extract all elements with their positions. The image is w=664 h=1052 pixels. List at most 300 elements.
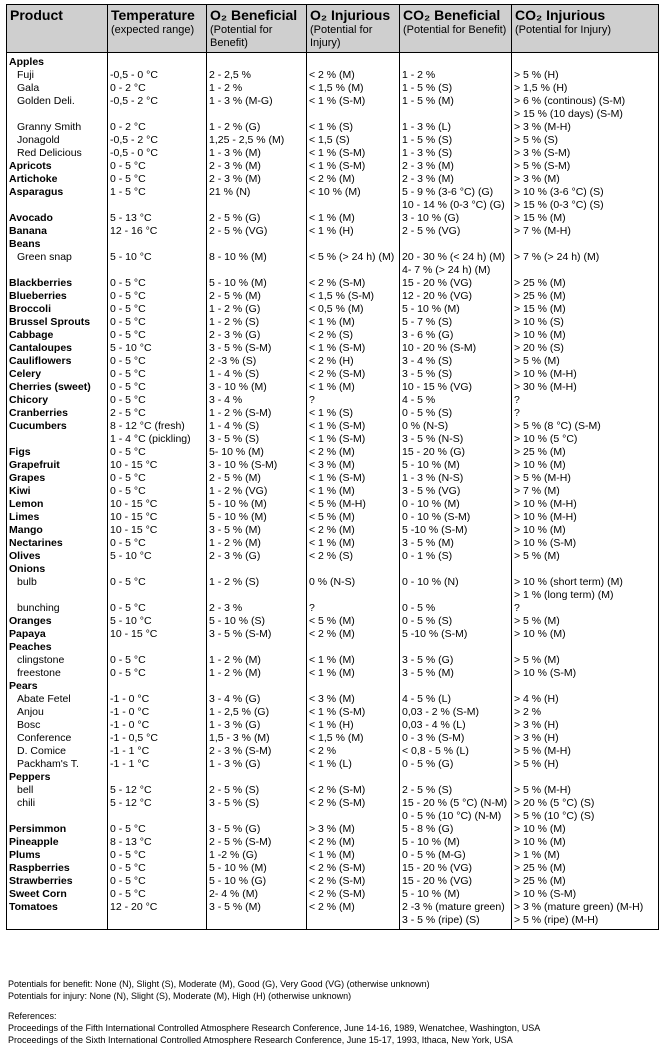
cell-o2-injurious	[307, 82, 400, 95]
cell-o2-beneficial	[207, 745, 307, 758]
cell-temperature-text: 0 - 5 °C	[110, 576, 146, 588]
cell-co2-injurious	[512, 82, 659, 95]
cell-co2-injurious-text: > 25 % (M)	[514, 862, 566, 874]
cell-temperature-text: -0,5 - 0 °C	[110, 147, 158, 159]
cell-temperature	[108, 329, 207, 342]
cell-o2-beneficial	[207, 147, 307, 160]
reference-item: Proceedings of the Fifth International Controlled Atmosphere Research Conference, June 14-16, 1989, Wenatchee, Washington, USA	[8, 1023, 541, 1033]
cell-co2-injurious-text: > 6 % (continous) (S-M)	[514, 95, 626, 107]
cell-o2-beneficial-text: 3 - 5 % (S-M)	[209, 342, 272, 354]
cell-co2-injurious-text: > 10 % (short term) (M)	[514, 576, 623, 588]
cell-co2-injurious-text: > 3 % (mature green) (M-H)	[514, 901, 644, 913]
cell-co2-beneficial-text: 2 -3 % (mature green)	[402, 901, 505, 913]
cell-co2-injurious	[512, 511, 659, 524]
cell-co2-beneficial-text: 3 - 10 % (G)	[402, 212, 460, 224]
cell-product-text: Apples	[9, 56, 45, 68]
cell-co2-injurious	[512, 901, 659, 930]
cell-co2-injurious	[512, 745, 659, 758]
cell-o2-injurious	[307, 563, 400, 576]
cell-co2-injurious-text: > 5 % (S-M)	[514, 160, 571, 172]
cell-co2-beneficial-text: 3 - 4 % (S)	[402, 355, 453, 367]
cell-product	[7, 303, 108, 316]
cell-co2-beneficial-text: 5 - 8 % (G)	[402, 823, 454, 835]
cell-product-text: Apricots	[9, 160, 52, 172]
cell-temperature	[108, 628, 207, 641]
cell-o2-injurious-text: < 1 % (M)	[309, 537, 355, 549]
cell-o2-beneficial	[207, 459, 307, 472]
reference-item: Proceedings of the Sixth International Controlled Atmosphere Research Conference, June 15-17, 1993, Ithaca, New York, USA	[8, 1035, 513, 1045]
cell-o2-injurious	[307, 381, 400, 394]
cell-co2-beneficial-text: 0 - 10 % (S-M)	[402, 511, 471, 523]
cell-co2-beneficial-text: 1 - 3 % (N-S)	[402, 472, 464, 484]
cell-o2-beneficial-text: 5- 10 % (M)	[209, 446, 264, 458]
cell-temperature-text: 0 - 5 °C	[110, 277, 146, 289]
cell-co2-beneficial-text: 4 - 5 %	[402, 394, 436, 406]
table-row	[7, 537, 659, 550]
cell-co2-injurious-text: > 10 % (M)	[514, 329, 566, 341]
cell-o2-beneficial-text: 5 - 10 % (M)	[209, 498, 267, 510]
cell-o2-injurious	[307, 836, 400, 849]
cell-co2-injurious	[512, 732, 659, 745]
cell-product	[7, 251, 108, 277]
cell-co2-beneficial	[400, 277, 512, 290]
cell-product-text: Pineapple	[9, 836, 59, 848]
cell-o2-beneficial-text: 3 - 5 % (M)	[209, 901, 261, 913]
cell-temperature	[108, 225, 207, 238]
cell-product-text: Avocado	[9, 212, 53, 224]
cell-co2-injurious	[512, 537, 659, 550]
cell-co2-injurious	[512, 498, 659, 511]
cell-product-text: clingstone	[17, 654, 65, 666]
cell-co2-beneficial-text-line2: 0 - 5 % (10 °C) (N-M)	[402, 810, 502, 822]
cell-co2-beneficial-text: 3 - 5 % (M)	[402, 667, 454, 679]
cell-o2-beneficial-text: 1 - 4 % (S)	[209, 420, 260, 432]
cell-temperature	[108, 121, 207, 134]
cell-o2-beneficial-text: 1,5 - 3 % (M)	[209, 732, 270, 744]
cell-temperature	[108, 511, 207, 524]
legend-benefit: Potentials for benefit: None (N), Slight (S), Moderate (M), Good (G), Very Good (VG) (otherwise unknown)	[8, 979, 430, 989]
cell-co2-injurious	[512, 602, 659, 615]
cell-co2-injurious-text: > 10 % (M)	[514, 459, 566, 471]
cell-o2-beneficial	[207, 186, 307, 212]
cell-co2-beneficial	[400, 706, 512, 719]
cell-o2-injurious-text: < 1 % (M)	[309, 485, 355, 497]
header-co2-beneficial: CO₂ Beneficial (Potential for Benefit)	[400, 5, 512, 53]
cell-product-text: bell	[17, 784, 34, 796]
table-row	[7, 251, 659, 277]
cell-o2-beneficial	[207, 407, 307, 420]
cell-product-text: Cherries (sweet)	[9, 381, 91, 393]
cell-temperature-text: -0,5 - 2 °C	[110, 95, 158, 107]
cell-co2-beneficial-text: 2 - 3 % (M)	[402, 160, 454, 172]
cell-co2-beneficial-text: 15 - 20 % (5 °C) (N-M)	[402, 797, 508, 809]
cell-temperature-text: -1 - 1 °C	[110, 758, 150, 770]
cell-co2-injurious-text: > 10 % (M)	[514, 823, 566, 835]
cell-product	[7, 862, 108, 875]
cell-co2-beneficial-text: 10 - 20 % (S-M)	[402, 342, 477, 354]
cell-product-text: bulb	[17, 576, 37, 588]
cell-o2-injurious-text: < 0,5 % (M)	[309, 303, 364, 315]
cell-co2-injurious-text: > 5 % (8 °C) (S-M)	[514, 420, 601, 432]
cell-co2-injurious	[512, 121, 659, 134]
cell-product-text: Pears	[9, 680, 38, 692]
cell-o2-beneficial	[207, 680, 307, 693]
cell-co2-beneficial	[400, 472, 512, 485]
cell-co2-injurious	[512, 771, 659, 784]
table-row	[7, 173, 659, 186]
table-row	[7, 485, 659, 498]
table-row	[7, 95, 659, 121]
cell-o2-beneficial-text: 2 -3 % (S)	[209, 355, 257, 367]
cell-temperature	[108, 667, 207, 680]
cell-o2-beneficial	[207, 498, 307, 511]
cell-co2-injurious	[512, 693, 659, 706]
cell-co2-beneficial	[400, 82, 512, 95]
cell-o2-injurious	[307, 602, 400, 615]
cell-temperature	[108, 836, 207, 849]
cell-o2-injurious	[307, 160, 400, 173]
cell-temperature	[108, 381, 207, 394]
cell-product	[7, 53, 108, 70]
cell-temperature	[108, 576, 207, 602]
cell-co2-beneficial	[400, 290, 512, 303]
cell-temperature	[108, 537, 207, 550]
cell-o2-beneficial-text: 1 - 3 % (M)	[209, 147, 261, 159]
cell-product	[7, 511, 108, 524]
cell-o2-beneficial-text: 2 - 5 % (M)	[209, 290, 261, 302]
cell-o2-beneficial	[207, 719, 307, 732]
cell-o2-injurious	[307, 212, 400, 225]
cell-temperature-text: 0 - 5 °C	[110, 355, 146, 367]
cell-co2-injurious-text: > 5 % (M)	[514, 550, 560, 562]
cell-product	[7, 290, 108, 303]
table-row	[7, 290, 659, 303]
cell-o2-injurious	[307, 771, 400, 784]
cell-o2-injurious-text: < 2 % (H)	[309, 355, 354, 367]
cell-o2-injurious-text: < 2 % (S-M)	[309, 862, 366, 874]
cell-co2-beneficial-text: 15 - 20 % (VG)	[402, 875, 473, 887]
cell-product	[7, 771, 108, 784]
cell-o2-beneficial	[207, 524, 307, 537]
cell-co2-injurious-text: > 25 % (M)	[514, 446, 566, 458]
cell-co2-injurious-text: ?	[514, 602, 520, 614]
cell-co2-injurious-text: > 5 % (H)	[514, 758, 559, 770]
cell-product	[7, 95, 108, 121]
header-product: Product	[7, 5, 108, 53]
cell-o2-injurious-text: < 1 % (H)	[309, 719, 354, 731]
cell-o2-beneficial	[207, 95, 307, 121]
cell-co2-injurious-text: > 10 % (5 °C)	[514, 433, 578, 445]
cell-co2-injurious	[512, 53, 659, 70]
cell-co2-injurious	[512, 316, 659, 329]
cell-o2-beneficial-text: 2 - 5 % (S-M)	[209, 836, 272, 848]
cell-o2-beneficial	[207, 173, 307, 186]
cell-temperature	[108, 550, 207, 563]
cell-temperature	[108, 784, 207, 797]
cell-co2-injurious-text: > 1,5 % (H)	[514, 82, 568, 94]
cell-co2-beneficial	[400, 550, 512, 563]
cell-product-text: freestone	[17, 667, 61, 679]
cell-co2-beneficial	[400, 355, 512, 368]
cell-temperature	[108, 602, 207, 615]
cell-co2-beneficial	[400, 173, 512, 186]
cell-o2-beneficial-text: 1 - 2 % (M)	[209, 654, 261, 666]
cell-o2-injurious-text: < 1 % (S)	[309, 121, 354, 133]
cell-product	[7, 615, 108, 628]
cell-co2-injurious-text: > 15 % (M)	[514, 303, 566, 315]
cell-product-text: D. Comice	[17, 745, 67, 757]
cell-product-text: Packham's T.	[17, 758, 79, 770]
cell-co2-injurious	[512, 654, 659, 667]
cell-o2-injurious-text: ?	[309, 602, 315, 614]
cell-o2-beneficial-text: 1 - 2 % (VG)	[209, 485, 268, 497]
table-row	[7, 706, 659, 719]
cell-temperature	[108, 719, 207, 732]
cell-o2-injurious	[307, 95, 400, 121]
cell-o2-injurious-text: < 1 % (M)	[309, 849, 355, 861]
cell-temperature	[108, 186, 207, 212]
cell-o2-injurious	[307, 368, 400, 381]
cell-o2-injurious-text: < 2 % (S)	[309, 550, 354, 562]
cell-temperature-text: 0 - 5 °C	[110, 823, 146, 835]
table-row	[7, 550, 659, 563]
cell-o2-beneficial-text: 3 - 5 % (S)	[209, 797, 260, 809]
cell-product	[7, 680, 108, 693]
cell-co2-beneficial-text: 5 -10 % (S-M)	[402, 628, 468, 640]
cell-product-text: Red Delicious	[17, 147, 82, 159]
cell-co2-beneficial	[400, 53, 512, 70]
cell-o2-injurious	[307, 329, 400, 342]
cell-o2-injurious-text: < 1 % (S)	[309, 407, 354, 419]
cell-temperature	[108, 420, 207, 433]
cell-product	[7, 225, 108, 238]
cell-o2-injurious	[307, 615, 400, 628]
cell-o2-beneficial-text: 3 - 5 % (M)	[209, 524, 261, 536]
cell-temperature-text: -0,5 - 0 °C	[110, 69, 158, 81]
cell-o2-beneficial-text: 2 - 3 % (M)	[209, 173, 261, 185]
cell-co2-injurious-text: > 2 %	[514, 706, 542, 718]
cell-o2-injurious	[307, 121, 400, 134]
table-row	[7, 849, 659, 862]
cell-o2-injurious	[307, 53, 400, 70]
cell-product-text: Chicory	[9, 394, 49, 406]
cell-product-text: Tomatoes	[9, 901, 58, 913]
cell-o2-injurious	[307, 147, 400, 160]
cell-temperature-text: 0 - 5 °C	[110, 381, 146, 393]
cell-o2-injurious-text: < 1 % (S-M)	[309, 472, 366, 484]
cell-product-text: bunching	[17, 602, 60, 614]
table-row	[7, 784, 659, 797]
cell-co2-beneficial	[400, 498, 512, 511]
cell-co2-beneficial-text: 15 - 20 % (G)	[402, 446, 466, 458]
cell-co2-beneficial	[400, 537, 512, 550]
cell-o2-beneficial-text: 1,25 - 2,5 % (M)	[209, 134, 285, 146]
cell-product	[7, 147, 108, 160]
cell-o2-beneficial	[207, 394, 307, 407]
cell-temperature-text: 0 - 5 °C	[110, 602, 146, 614]
cell-product-text: Kiwi	[9, 485, 31, 497]
cell-co2-beneficial-text: 5 - 7 % (S)	[402, 316, 453, 328]
table-row	[7, 69, 659, 82]
cell-temperature	[108, 394, 207, 407]
cell-co2-beneficial	[400, 485, 512, 498]
cell-temperature-text: 0 - 5 °C	[110, 485, 146, 497]
cell-o2-injurious-text: < 1,5 (S)	[309, 134, 350, 146]
cell-o2-injurious	[307, 758, 400, 771]
cell-o2-beneficial-text: 2 - 5 % (S)	[209, 784, 260, 796]
cell-co2-beneficial	[400, 615, 512, 628]
table-row	[7, 459, 659, 472]
cell-o2-injurious-text: < 2 % (S-M)	[309, 875, 366, 887]
cell-o2-beneficial-text: 8 - 10 % (M)	[209, 251, 267, 263]
cell-co2-beneficial-text: 3 - 5 % (N-S)	[402, 433, 464, 445]
table-row	[7, 576, 659, 602]
cell-co2-beneficial-text: 5 - 9 % (3-6 °C) (G)	[402, 186, 494, 198]
table-row	[7, 394, 659, 407]
cell-co2-injurious	[512, 342, 659, 355]
cell-co2-beneficial-text: 0,03 - 2 % (S-M)	[402, 706, 480, 718]
cell-product	[7, 433, 108, 446]
cell-co2-beneficial	[400, 680, 512, 693]
cell-co2-beneficial-text: 3 - 5 % (VG)	[402, 485, 461, 497]
cell-co2-injurious-text: > 3 % (M-H)	[514, 121, 571, 133]
cell-temperature	[108, 849, 207, 862]
cell-product	[7, 212, 108, 225]
cell-o2-beneficial-text: 3 - 5 % (G)	[209, 823, 261, 835]
cell-temperature-text: 0 - 5 °C	[110, 160, 146, 172]
cell-co2-injurious-text: > 10 % (M)	[514, 836, 566, 848]
cell-co2-beneficial	[400, 69, 512, 82]
cell-product-text: Fuji	[17, 69, 34, 81]
cell-co2-beneficial	[400, 160, 512, 173]
cell-o2-injurious-text: 0 % (N-S)	[309, 576, 356, 588]
cell-product-text: Grapefruit	[9, 459, 60, 471]
cell-co2-beneficial	[400, 329, 512, 342]
cell-product-text: Beans	[9, 238, 41, 250]
table-row	[7, 654, 659, 667]
cell-co2-beneficial-text: 1 - 3 % (L)	[402, 121, 452, 133]
cell-o2-injurious-text: < 2 % (M)	[309, 446, 355, 458]
cell-co2-beneficial-text-line2: 3 - 5 % (ripe) (S)	[402, 914, 480, 926]
table-row	[7, 524, 659, 537]
table-row	[7, 823, 659, 836]
table-row	[7, 758, 659, 771]
cell-co2-injurious	[512, 888, 659, 901]
cell-temperature-text: 5 - 12 °C	[110, 797, 152, 809]
cell-co2-beneficial	[400, 745, 512, 758]
cell-temperature	[108, 368, 207, 381]
cell-temperature-text: -1 - 0,5 °C	[110, 732, 158, 744]
cell-o2-beneficial	[207, 485, 307, 498]
cell-o2-beneficial	[207, 563, 307, 576]
cell-product-text: Broccoli	[9, 303, 52, 315]
cell-temperature-text: -0,5 - 2 °C	[110, 134, 158, 146]
cell-o2-beneficial	[207, 342, 307, 355]
cell-co2-injurious-text-line2: > 15 % (10 days) (S-M)	[514, 108, 623, 120]
cell-temperature-text: 5 - 10 °C	[110, 550, 152, 562]
cell-product	[7, 745, 108, 758]
cell-product-text: Green snap	[17, 251, 72, 263]
cell-product	[7, 797, 108, 823]
cell-o2-injurious-text: < 1 % (L)	[309, 758, 352, 770]
cell-product-text: Abate Fetel	[17, 693, 71, 705]
cell-o2-beneficial-text: 1 - 2 % (S)	[209, 316, 260, 328]
cell-co2-injurious	[512, 446, 659, 459]
cell-o2-injurious-text: < 1 % (S-M)	[309, 95, 366, 107]
cell-product	[7, 875, 108, 888]
cell-product	[7, 901, 108, 930]
cell-o2-injurious-text: < 2 % (M)	[309, 836, 355, 848]
cell-product	[7, 420, 108, 433]
cell-co2-injurious	[512, 706, 659, 719]
cell-product	[7, 641, 108, 654]
cell-product	[7, 758, 108, 771]
cell-co2-beneficial	[400, 576, 512, 602]
cell-o2-injurious-text: < 2 % (M)	[309, 173, 355, 185]
table-row	[7, 602, 659, 615]
cell-co2-beneficial-text: 5 - 10 % (M)	[402, 303, 460, 315]
cell-temperature-text: 0 - 5 °C	[110, 394, 146, 406]
cell-o2-beneficial-text: 2 - 3 % (G)	[209, 550, 261, 562]
cell-temperature-text: 0 - 5 °C	[110, 862, 146, 874]
cell-product	[7, 485, 108, 498]
cell-temperature	[108, 459, 207, 472]
cell-product-text: Grapes	[9, 472, 46, 484]
table-row	[7, 719, 659, 732]
cell-co2-injurious	[512, 849, 659, 862]
cell-product-text: Olives	[9, 550, 41, 562]
cell-temperature-text: 0 - 5 °C	[110, 875, 146, 887]
cell-co2-injurious	[512, 524, 659, 537]
cell-o2-beneficial-text: 3 - 5 % (S)	[209, 433, 260, 445]
cell-co2-injurious-text: > 7 % (M)	[514, 485, 560, 497]
cell-co2-beneficial	[400, 420, 512, 433]
cell-o2-injurious	[307, 888, 400, 901]
cell-product-text: Limes	[9, 511, 40, 523]
cell-co2-beneficial-text: 3 - 5 % (S)	[402, 368, 453, 380]
cell-o2-injurious-text: < 5 % (M)	[309, 615, 355, 627]
cell-product	[7, 160, 108, 173]
table-row	[7, 797, 659, 823]
cell-temperature-text: 10 - 15 °C	[110, 459, 158, 471]
table-row	[7, 771, 659, 784]
cell-temperature-text: 0 - 5 °C	[110, 667, 146, 679]
cell-o2-beneficial-text: 1 - 3 % (G)	[209, 758, 261, 770]
cell-o2-injurious	[307, 550, 400, 563]
cell-product	[7, 563, 108, 576]
cell-co2-beneficial	[400, 251, 512, 277]
cell-co2-beneficial	[400, 186, 512, 212]
cell-o2-beneficial	[207, 732, 307, 745]
cell-co2-injurious-text: > 10 % (S-M)	[514, 537, 577, 549]
cell-co2-injurious-text: > 5 % (M-H)	[514, 472, 571, 484]
cell-co2-beneficial-text: 10 - 15 % (VG)	[402, 381, 473, 393]
cell-o2-beneficial	[207, 849, 307, 862]
cell-temperature	[108, 758, 207, 771]
cell-co2-beneficial	[400, 758, 512, 771]
cell-co2-beneficial	[400, 368, 512, 381]
cell-co2-injurious-text: > 10 % (M-H)	[514, 511, 577, 523]
table-row	[7, 277, 659, 290]
cell-o2-beneficial-text: 1 - 2 % (M)	[209, 667, 261, 679]
cell-co2-injurious	[512, 485, 659, 498]
cell-temperature-text: 8 - 12 °C (fresh)	[110, 420, 185, 432]
cell-temperature	[108, 355, 207, 368]
cell-o2-beneficial	[207, 862, 307, 875]
cell-product	[7, 186, 108, 212]
cell-o2-beneficial	[207, 420, 307, 433]
cell-product-text: Bosc	[17, 719, 41, 731]
